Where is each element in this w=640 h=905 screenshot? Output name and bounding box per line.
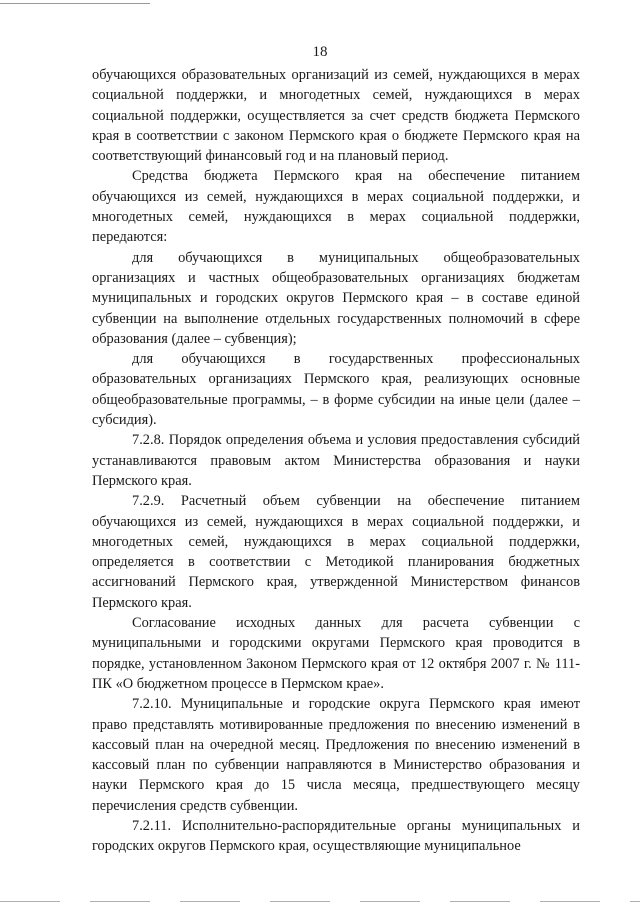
scan-edge-bottom [0,901,640,902]
paragraph-7-2-8: 7.2.8. Порядок определения объема и условия предоставления субсидий устанавливаются правовым актом Министерства образования и науки Пермского края. [92,432,580,489]
paragraph-7-2-10: 7.2.10. Муниципальные и городские округа Пермского края имеют право представлять мотивированные предложения по внесению изменений в кассовый план на очередной месяц. Предложения по внесению изменений в кассовый план по субвенции направляются в Министерство образования и науки Пермского края до 15 числа месяца, предшествующего месяцу перечисления средств субвенции. [92,696,580,814]
paragraph-2: Средства бюджета Пермского края на обеспечение питанием обучающихся из семей, нуждающихся в мерах социальной поддержки, и многодетных семей, нуждающихся в мерах социальной поддержки, передаются: [92,168,580,246]
scan-edge-top [0,3,150,4]
paragraph-7: Согласование исходных данных для расчета субвенции с муниципальными и городскими округами Пермского края проводится в порядке, установленном Законом Пермского края от 12 октября 2007 г. № 111-ПК «О бюджетном процессе в Пермском крае». [92,615,580,692]
page-number: 18 [312,44,328,60]
paragraph-1-continuation: обучающихся образовательных организаций из семей, нуждающихся в мерах социальной поддержки, и многодетных семей, нуждающихся в мерах социальной поддержки, осуществляется за счет средств бюджета Пермского края в соответствии с законом Пермского края о бюджете Пермского края на соответствующий финансовый год и на плановый период. [92,67,580,165]
paragraph-3: для обучающихся в муниципальных общеобразовательных организациях и частных общеобразовательных организациях бюджетам муниципальных и городских округов Пермского края – в составе единой субвенции на выполнение отдельных государственных полномочий в сфере образования (далее – субвенция); [92,249,580,347]
paragraph-7-2-9: 7.2.9. Расчетный объем субвенции на обеспечение питанием обучающихся из семей, нуждающихся в мерах социальной поддержки, и многодетных семей, нуждающихся в мерах социальной поддержки, определяется в соответствии с Методикой планирования бюджетных ассигнований Пермского края, утвержденной Министерством финансов Пермского края. [92,493,580,611]
document-body [92,65,580,857]
paragraph-7-2-11: 7.2.11. Исполнительно-распорядительные органы муниципальных и городских округов Пермского края, осуществляющие муниципальное [92,817,580,855]
paragraph-4: для обучающихся в государственных профессиональных образовательных организациях Пермского края, реализующих основные общеобразовательные программы, – в форме субсидии на иные цели (далее – субсидия). [92,351,580,429]
